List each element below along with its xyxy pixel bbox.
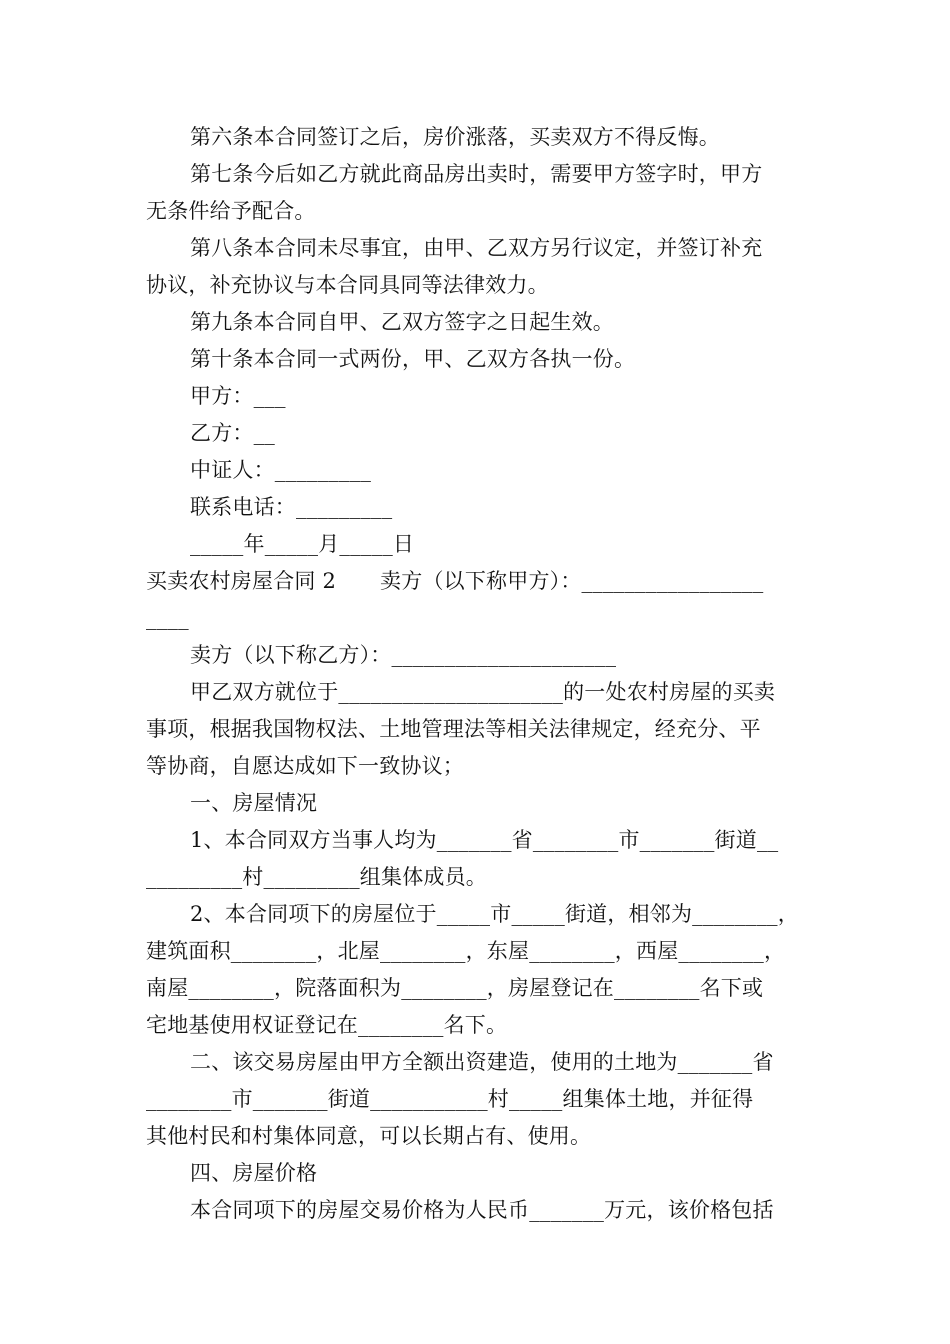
- contract2-buyer: 卖方（以下称乙方）：_____________________: [190, 643, 617, 667]
- section-2-line3: 其他村民和村集体同意，可以长期占有、使用。: [146, 1124, 592, 1148]
- contract2-intro-3: 等协商，自愿达成如下一致协议；: [146, 754, 464, 778]
- clause-2-line3: 南屋________，院落面积为________，房屋登记在________名下或: [146, 976, 764, 1000]
- contract2-intro-2: 事项，根据我国物权法、土地管理法等相关法律规定，经充分、平: [146, 717, 761, 741]
- line-art9: 第九条本合同自甲、乙双方签字之日起生效。: [190, 310, 614, 334]
- contract2-intro-1: 甲乙双方就位于_____________________的一处农村房屋的买卖: [190, 680, 776, 704]
- clause-2-line2: 建筑面积________，北屋________，东屋________，西屋________，: [146, 939, 786, 963]
- party-a-signature: 甲方：___: [190, 384, 286, 408]
- contact-phone: 联系电话：_________: [190, 495, 393, 519]
- line-art8-cont: 协议，补充协议与本合同具同等法律效力。: [146, 273, 549, 297]
- clause-2-line1: 2、本合同项下的房屋位于_____市_____街道，相邻为________，: [190, 902, 799, 926]
- price-line1: 本合同项下的房屋交易价格为人民币_______万元，该价格包括: [190, 1198, 774, 1222]
- contract2-seller-cont: ____: [146, 606, 189, 630]
- contract2-title: 买卖农村房屋合同 2: [146, 569, 337, 593]
- party-b-signature: 乙方：__: [190, 421, 275, 445]
- line-art7: 第七条今后如乙方就此商品房出卖时，需要甲方签字时，甲方: [190, 162, 763, 186]
- section-price: 四、房屋价格: [190, 1161, 318, 1185]
- contract2-seller: 卖方（以下称甲方）：_________________: [380, 569, 764, 593]
- line-art6: 第六条本合同签订之后，房价涨落，买卖双方不得反悔。: [190, 125, 720, 149]
- clause-1-line1: 1、本合同双方当事人均为_______省________市_______街道__: [190, 828, 779, 852]
- line-art8: 第八条本合同未尽事宜，由甲、乙双方另行议定，并签订补充: [190, 236, 763, 260]
- line-art10: 第十条本合同一式两份，甲、乙双方各执一份。: [190, 347, 636, 371]
- clause-2-line4: 宅地基使用权证登记在________名下。: [146, 1013, 508, 1037]
- clause-1-line2: _________村_________组集体成员。: [146, 865, 487, 889]
- witness-signature: 中证人：_________: [190, 458, 372, 482]
- section-2-line1: 二、该交易房屋由甲方全额出资建造，使用的土地为_______省: [190, 1050, 774, 1074]
- date-line: _____年_____月_____日: [190, 532, 415, 556]
- section-house-info: 一、房屋情况: [190, 791, 318, 815]
- section-2-line2: ________市_______街道___________村_____组集体土地，并征得: [146, 1087, 754, 1111]
- line-art7-cont: 无条件给予配合。: [146, 199, 316, 223]
- document-body: [146, 119, 810, 1229]
- contract2-header-line: [146, 563, 810, 600]
